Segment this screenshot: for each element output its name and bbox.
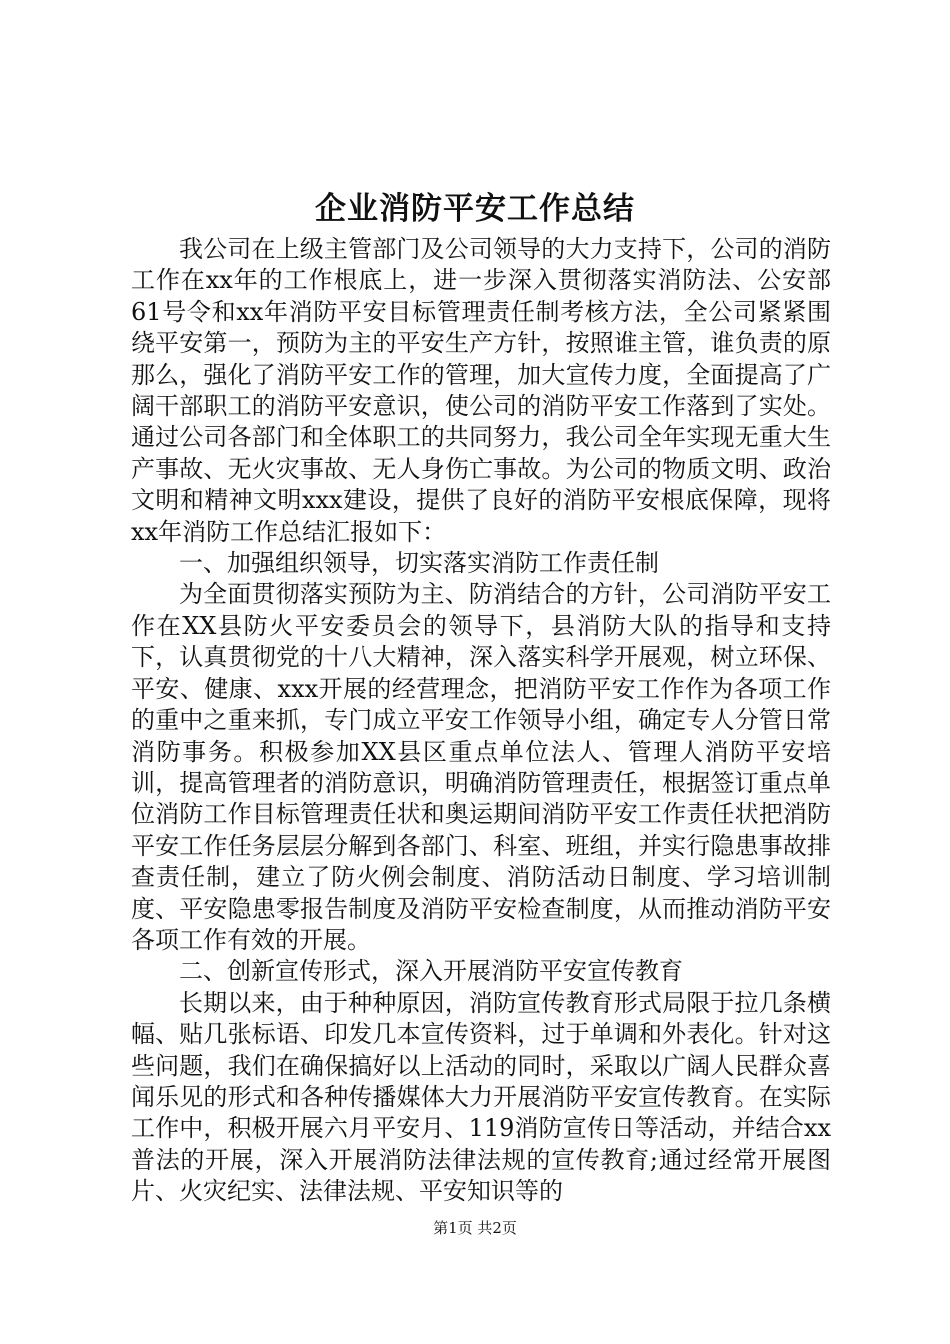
paragraph-intro: 我公司在上级主管部门及公司领导的大力支持下，公司的消防工作在xx年的工作根底上，进一步深入贯彻落实消防法、公安部61号令和xx年消防平安目标管理责任制考核方法，全公司紧紧围绕平安第一，预防为主的平安生产方针，按照谁主管，谁负责的原那么，强化了消防平安工作的管理，加大宣传力度，全面提高了广阔干部职工的消防平安意识，使公司的消防平安工作落到了实处。通过公司各部门和全体职工的共同努力，我公司全年实现无重大生产事故、无火灾事故、无人身伤亡事故。为公司的物质文明、政治文明和精神文明xxx建设，提供了良好的消防平安根底保障，现将xx年消防工作总结汇报如下： — [131, 235, 831, 546]
document-body — [131, 234, 831, 1208]
paragraph-section-1: 为全面贯彻落实预防为主、防消结合的方针，公司消防平安工作在XX县防火平安委员会的领导下，县消防大队的指导和支持下，认真贯彻党的十八大精神，深入落实科学开展观，树立环保、平安、健康、xxx开展的经营理念，把消防平安工作作为各项工作的重中之重来抓，专门成立平安工作领导小组，确定专人分管日常消防事务。积极参加XX县区重点单位法人、管理人消防平安培训，提高管理者的消防意识，明确消防管理责任，根据签订重点单位消防工作目标管理责任状和奥运期间消防平安工作责任状把消防平安工作任务层层分解到各部门、科室、班组，并实行隐患事故排查责任制，建立了防火例会制度、消防活动日制度、学习培训制度、平安隐患零报告制度及消防平安检查制度，从而推动消防平安各项工作有效的开展。 — [131, 580, 831, 954]
paragraph-section-2: 长期以来，由于种种原因，消防宣传教育形式局限于拉几条横幅、贴几张标语、印发几本宣传资料，过于单调和外表化。针对这些问题，我们在确保搞好以上活动的同时，采取以广阔人民群众喜闻乐见的形式和各种传播媒体大力开展消防平安宣传教育。在实际工作中，积极开展六月平安月、119消防宣传日等活动，并结合xx普法的开展，深入开展消防法律法规的宣传教育;通过经常开展图片、火灾纪实、法律法规、平安知识等的 — [131, 988, 831, 1206]
document-title: 企业消防平安工作总结 — [315, 191, 635, 227]
page-number-footer: 第1页 共2页 — [433, 1219, 517, 1237]
section-heading-1: 一、加强组织领导，切实落实消防工作责任制 — [179, 549, 659, 578]
section-heading-2: 二、创新宣传形式，深入开展消防平安宣传教育 — [179, 957, 683, 986]
